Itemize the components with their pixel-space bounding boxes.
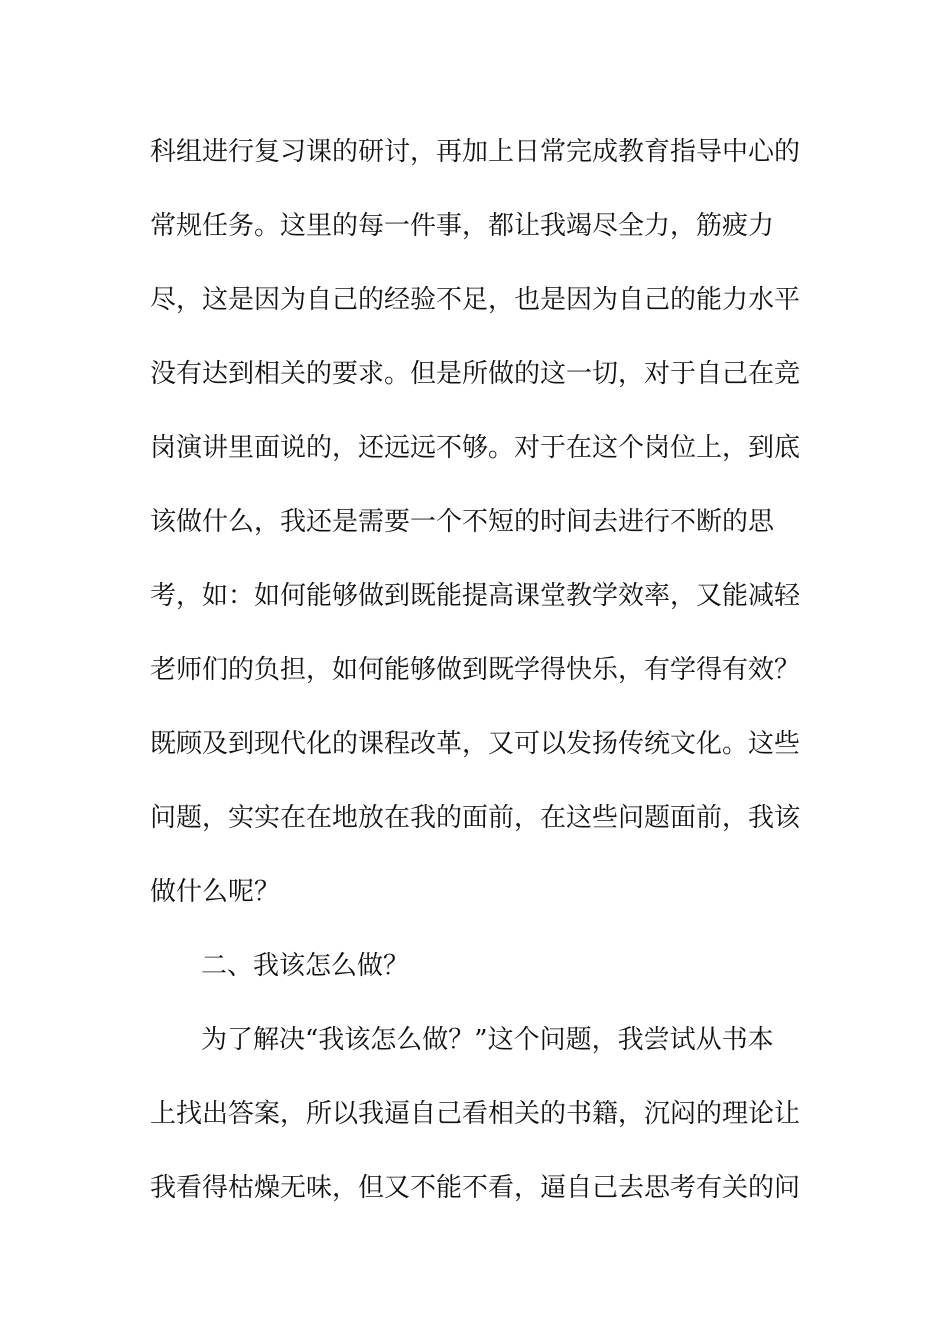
- text-line: 尽，这是因为自己的经验不足，也是因为自己的能力水平: [150, 285, 801, 315]
- text-line: 没有达到相关的要求。但是所做的这一切，对于自己在竞: [150, 359, 801, 389]
- text-line: 做什么呢？: [150, 877, 281, 907]
- text-line: 上找出答案，所以我逼自己看相关的书籍，沉闷的理论让: [150, 1099, 801, 1129]
- section-heading: 二、我该怎么做？: [201, 951, 410, 981]
- text-line: 该做什么，我还是需要一个不短的时间去进行不断的思: [150, 507, 775, 537]
- text-line: 既顾及到现代化的课程改革，又可以发扬传统文化。这些: [150, 729, 801, 759]
- text-line: 常规任务。这里的每一件事，都让我竭尽全力，筋疲力: [150, 211, 775, 241]
- text-line: 为了解决“我该怎么做？”这个问题，我尝试从书本: [201, 1025, 774, 1055]
- text-line: 我看得枯燥无味，但又不能不看，逼自己去思考有关的问: [150, 1173, 801, 1203]
- text-line: 问题，实实在在地放在我的面前，在这些问题面前，我该: [150, 803, 801, 833]
- text-line: 老师们的负担，如何能够做到既学得快乐，有学得有效？: [150, 655, 801, 685]
- text-line: 科组进行复习课的研讨，再加上日常完成教育指导中心的: [150, 137, 801, 167]
- text-line: 岗演讲里面说的，还远远不够。对于在这个岗位上，到底: [150, 433, 801, 463]
- text-line: 考，如：如何能够做到既能提高课堂教学效率，又能减轻: [150, 581, 801, 611]
